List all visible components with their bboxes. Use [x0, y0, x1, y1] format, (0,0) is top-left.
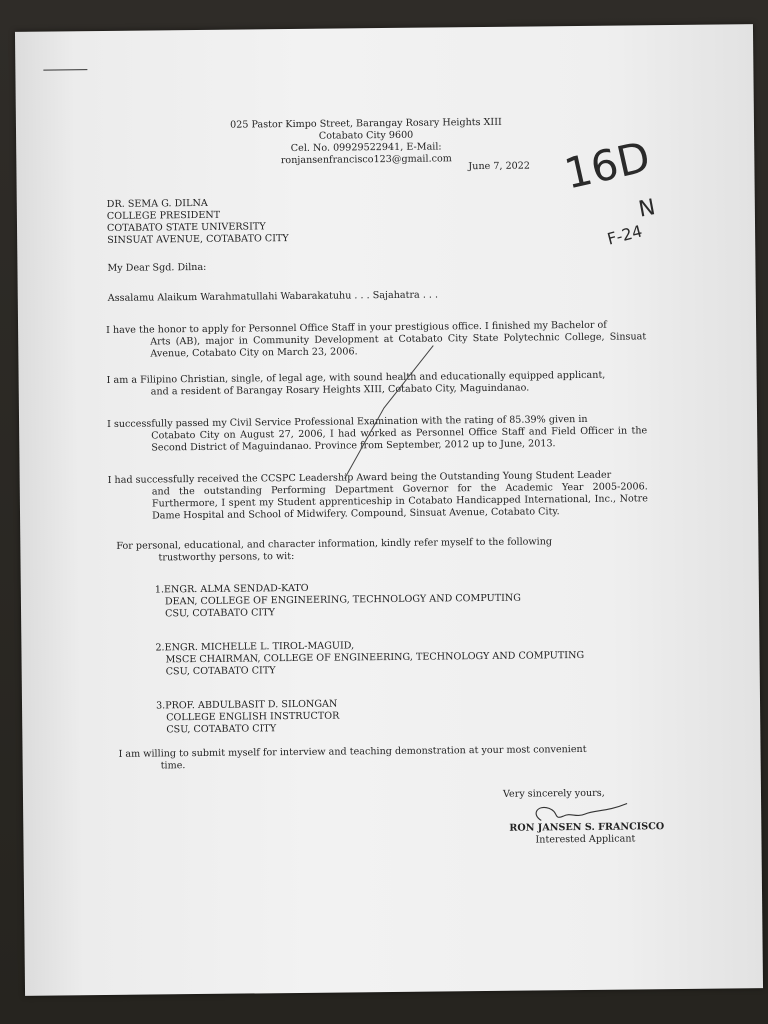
addressee-address: SINSUAT AVENUE, COTABATO CITY	[107, 233, 289, 246]
references-intro-line: For personal, educational, and character information, kindly refer myself to the following	[116, 536, 553, 552]
addressee-name: DR. SEMA G. DILNA	[106, 197, 208, 210]
sender-street: 025 Pastor Kimpo Street, Barangay Rosary Heights XIII	[230, 116, 502, 131]
addressee-position: COLLEGE PRESIDENT	[106, 209, 221, 222]
signatory-title: Interested Applicant	[535, 833, 636, 846]
paragraph-continuation: Cotabato City on August 27, 2006, I had worked as Personnel Office Staff and Field Officer in the Second District of Maguindanao. Province from September, 2012 up to June, 2013.	[151, 425, 648, 454]
handwritten-note-3: F-24	[605, 221, 645, 249]
paragraph-continuation: Arts (AB), major in Community Development at Cotabato City State Polytechnic College, Sinsuat Avenue, Cotabato City on March 23, 2006.	[150, 331, 647, 360]
references-intro-line: trustworthy persons, to wit:	[158, 550, 295, 564]
addressee-institution: COTABATO STATE UNIVERSITY	[106, 221, 266, 234]
complimentary-close: Very sincerely yours,	[502, 787, 605, 800]
reference-name: 1.ENGR. ALMA SENDAD-KATO	[154, 582, 309, 596]
paragraph-first-line: I am a Filipino Christian, single, of legal age, with sound health and educationally equipped applicant,	[106, 369, 606, 386]
closing-line: I am willing to submit myself for interview and teaching demonstration at your most convenient	[118, 743, 587, 760]
reference-position: MSCE CHAIRMAN, COLLEGE OF ENGINEERING, TECHNOLOGY AND COMPUTING	[165, 649, 585, 666]
letter-sheet	[15, 24, 763, 996]
paragraph-first-line: I had successfully received the CCSPC Leadership Award being the Outstanding Young Student Leader	[107, 469, 612, 486]
handwritten-note-1: 16D	[559, 131, 655, 199]
letter-date: June 7, 2022	[468, 160, 531, 173]
reference-3	[156, 696, 616, 737]
closing-line: time.	[160, 760, 186, 772]
reference-name: 2.ENGR. MICHELLE L. TIROL-MAGUID,	[155, 640, 355, 654]
reference-position: COLLEGE ENGLISH INSTRUCTOR	[166, 710, 340, 724]
reference-position: DEAN, COLLEGE OF ENGINEERING, TECHNOLOGY AND COMPUTING	[164, 592, 522, 608]
reference-1	[155, 580, 615, 621]
greeting: Assalamu Alaikum Warahmatullahi Wabarakatuhu . . . Sajahatra . . .	[107, 289, 439, 304]
reference-name: 3.PROF. ABDULBASIT D. SILONGAN	[155, 698, 338, 712]
reference-2	[155, 638, 615, 679]
handwritten-note-2: N	[636, 194, 658, 223]
pen-check-mark	[313, 337, 445, 488]
reference-location: CSU, COTABATO CITY	[166, 723, 277, 736]
letter-page	[15, 24, 763, 996]
reference-location: CSU, COTABATO CITY	[165, 665, 276, 678]
sender-contact: Cel. No. 09929522941, E-Mail: ronjansenfrancisco123@gmail.com	[280, 141, 452, 167]
addressee-block	[107, 197, 289, 247]
references-intro	[116, 536, 576, 565]
closing-paragraph	[118, 744, 618, 773]
sender-city: Cotabato City 9600	[318, 129, 414, 142]
reference-location: CSU, COTABATO CITY	[165, 607, 275, 620]
paragraph-continuation: and a resident of Barangay Rosary Heights XIII, Cotabato City, Maguindanao.	[150, 382, 530, 398]
paragraph-first-line: I have the honor to apply for Personnel Office Staff in your prestigious office. I finished my Bachelor of	[106, 319, 607, 336]
paragraph-first-line: I successfully passed my Civil Service Professional Examination with the rating of 85.39% given in	[107, 413, 588, 430]
salutation: My Dear Sgd. Dilna:	[107, 261, 207, 274]
signatory-name: RON JANSEN S. FRANCISCO	[509, 821, 665, 834]
paragraph-continuation: and the outstanding Performing Department Governor for the Academic Year 2005-2006. Furthermore, I spent my Student apprenticeship in Cotabato Handicapped International, Inc., Notre Dame Hospital and School of Midwifery. Compound, Sinsuat Avenue, Cotabato City.	[151, 481, 648, 522]
